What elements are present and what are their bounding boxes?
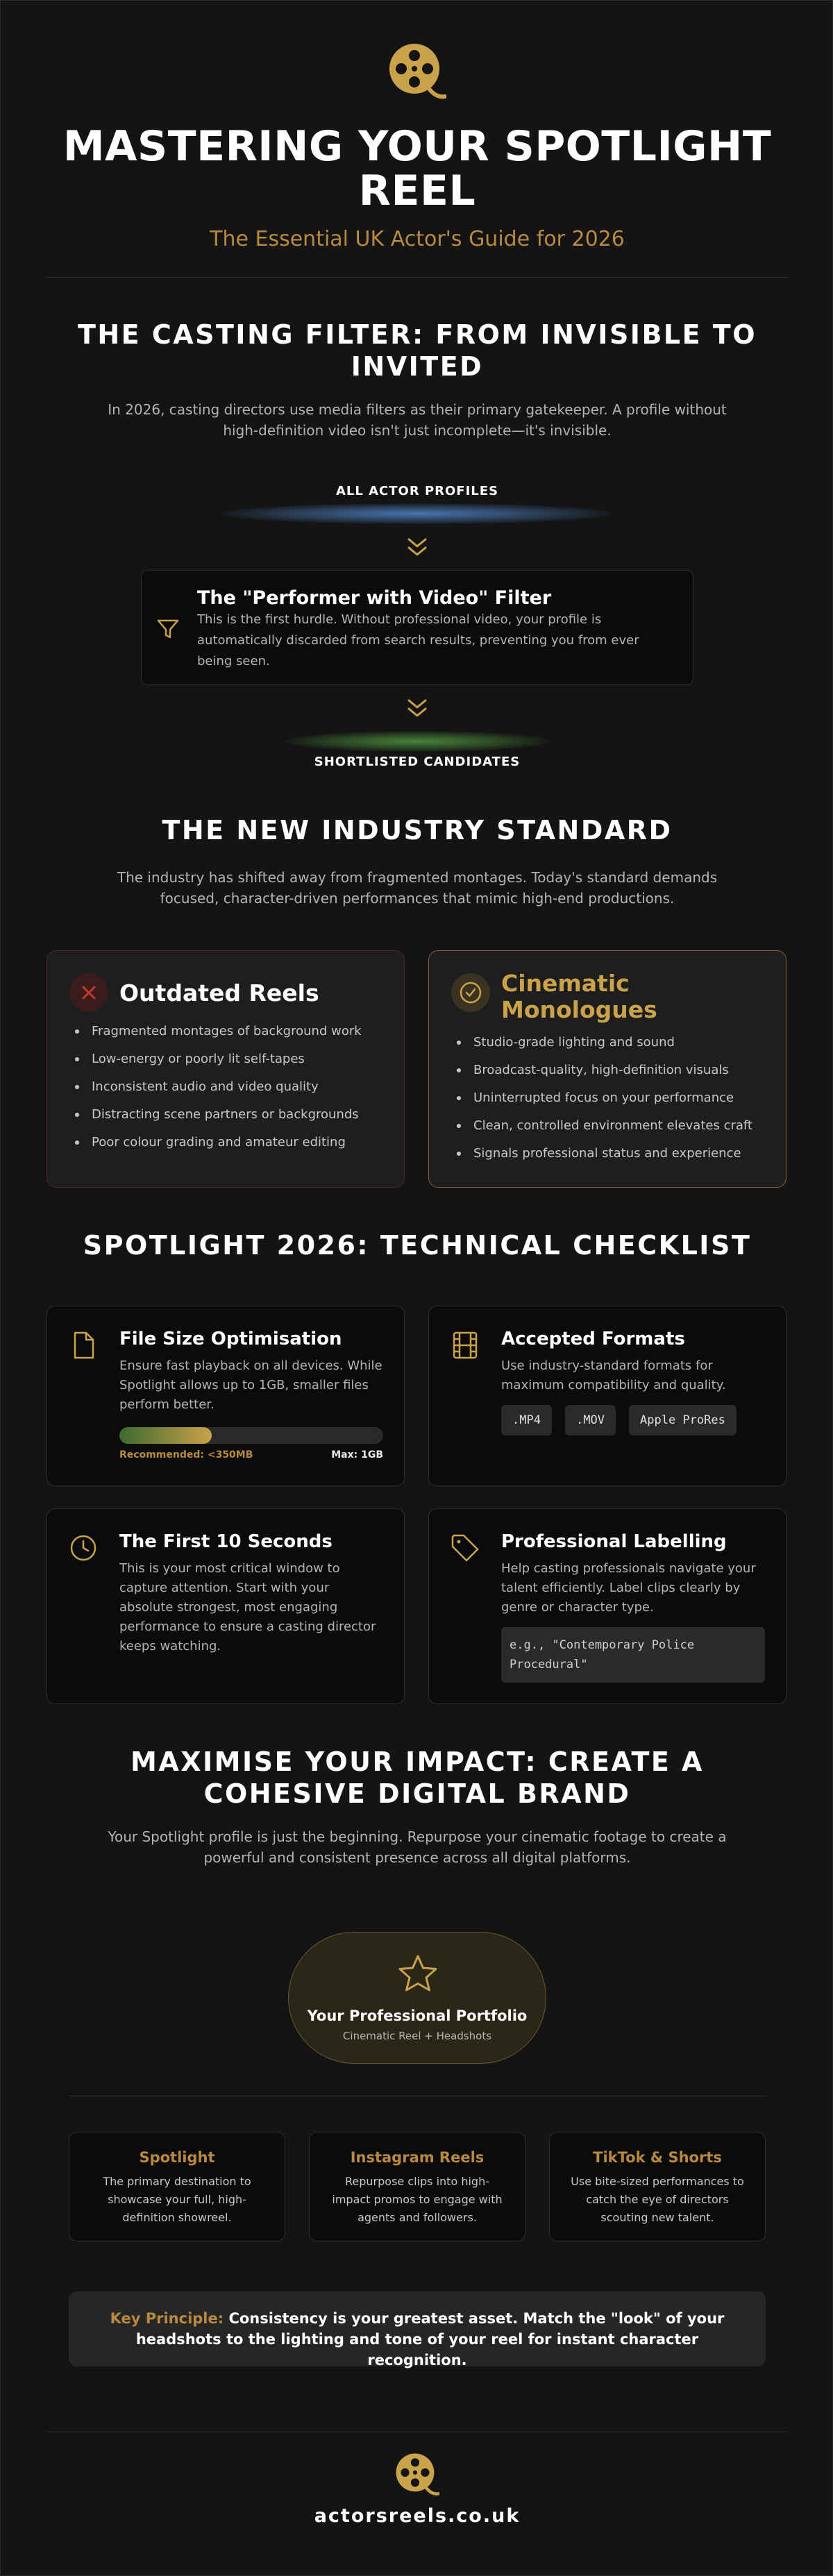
cinematic-monologues-title bbox=[501, 970, 657, 1023]
industry-standard-description: The industry has shifted away from fragmented montages. Today's standard demands focused, character-driven performances that mimic high-end productions. bbox=[117, 869, 718, 907]
first-seconds-title: The First 10 Seconds bbox=[119, 1531, 333, 1552]
film-reel-icon bbox=[388, 42, 446, 101]
key-principle-label: Key Principle: bbox=[110, 2310, 224, 2327]
brand-description: Your Spotlight profile is just the beginning. Repurpose your cinematic footage to create a powerful and consistent presence across all digital platforms. bbox=[108, 1828, 727, 1866]
checklist-title: SPOTLIGHT 2026: TECHNICAL CHECKLIST bbox=[83, 1230, 752, 1261]
list-item: Broadcast-quality, high-definition visuals bbox=[454, 1062, 752, 1090]
first-seconds-card bbox=[47, 1508, 405, 1704]
title-line: Monologues bbox=[501, 996, 657, 1023]
list-item: Distracting scene partners or backgrounds bbox=[72, 1106, 362, 1134]
labelling-text: Help casting professionals navigate your talent efficiently. Label clips clearly by genre or character type. bbox=[501, 1561, 756, 1615]
platform-text: Use bite-sized performances to catch the eye of directors scouting new talent. bbox=[571, 2175, 744, 2224]
file-icon bbox=[68, 1330, 99, 1361]
list-item: Fragmented montages of background work bbox=[72, 1023, 362, 1051]
cinematic-monologues-list bbox=[454, 1034, 752, 1173]
brand-title: MAXIMISE YOUR IMPACT: CREATE A COHESIVE DIGITAL BRAND bbox=[131, 1746, 704, 1809]
footer-website: actorsreels.co.uk bbox=[314, 2505, 521, 2527]
outdated-reels-title: Outdated Reels bbox=[119, 979, 319, 1007]
all-profiles-bar bbox=[223, 503, 612, 524]
shortlisted-bar bbox=[285, 731, 549, 752]
labelling-title: Professional Labelling bbox=[501, 1531, 727, 1552]
page-title: MASTERING YOUR SPOTLIGHT REEL bbox=[62, 122, 772, 215]
funnel-bottom-label: SHORTLISTED CANDIDATES bbox=[314, 755, 521, 769]
film-reel-icon bbox=[395, 2452, 439, 2497]
funnel-top-label: ALL ACTOR PROFILES bbox=[335, 484, 499, 498]
key-principle-box bbox=[69, 2291, 766, 2366]
file-size-progress-fill bbox=[119, 1427, 212, 1444]
format-chip: .MOV bbox=[565, 1405, 616, 1436]
close-icon bbox=[69, 973, 108, 1012]
star-icon bbox=[397, 1953, 439, 1995]
list-item: Inconsistent audio and video quality bbox=[72, 1079, 362, 1106]
format-chip: Apple ProRes bbox=[629, 1405, 737, 1436]
file-size-progress bbox=[119, 1427, 383, 1444]
max-label: Max: 1GB bbox=[331, 1449, 383, 1460]
formats-title: Accepted Formats bbox=[501, 1329, 685, 1349]
platform-title: Spotlight bbox=[139, 2149, 215, 2166]
filter-title: The "Performer with Video" Filter bbox=[197, 587, 552, 609]
platform-title: TikTok & Shorts bbox=[593, 2149, 722, 2166]
list-item: Signals professional status and experience bbox=[454, 1145, 752, 1173]
divider bbox=[47, 277, 788, 278]
platform-card-tiktok bbox=[549, 2132, 766, 2241]
platform-card-spotlight bbox=[69, 2132, 285, 2241]
filter-icon bbox=[155, 616, 180, 641]
portfolio-title: Your Professional Portfolio bbox=[307, 2007, 528, 2024]
list-item: Low-energy or poorly lit self-tapes bbox=[72, 1051, 362, 1079]
first-seconds-text: This is your most critical window to capture attention. Start with your absolute strongest, most engaging performance to ensure a casting director keeps watching. bbox=[119, 1561, 376, 1653]
labelling-card bbox=[428, 1508, 786, 1704]
list-item: Clean, controlled environment elevates craft bbox=[454, 1118, 752, 1145]
chevron-down-icon bbox=[405, 696, 430, 721]
clock-icon bbox=[68, 1533, 99, 1563]
format-chip: .MP4 bbox=[501, 1405, 552, 1436]
list-item: Studio-grade lighting and sound bbox=[454, 1034, 752, 1062]
portfolio-subtitle: Cinematic Reel + Headshots bbox=[342, 2030, 492, 2042]
list-item: Uninterrupted focus on your performance bbox=[454, 1090, 752, 1118]
cinematic-monologues-card bbox=[428, 950, 786, 1188]
platform-text: The primary destination to showcase your full, high-definition showreel. bbox=[103, 2175, 251, 2224]
chevron-down-icon bbox=[405, 535, 430, 560]
platform-card-instagram bbox=[309, 2132, 525, 2241]
recommended-label: Recommended: <350MB bbox=[119, 1449, 253, 1460]
film-strip-icon bbox=[450, 1330, 480, 1361]
file-size-card bbox=[47, 1306, 405, 1486]
title-line: Cinematic bbox=[501, 970, 630, 997]
tag-icon bbox=[450, 1533, 480, 1563]
video-filter-box bbox=[141, 570, 693, 685]
file-size-title: File Size Optimisation bbox=[119, 1329, 342, 1349]
filter-text: This is the first hurdle. Without professional video, your profile is automatically discarded from search results, preventing you from ever being seen. bbox=[197, 612, 639, 668]
page-subtitle: The Essential UK Actor's Guide for 2026 bbox=[210, 227, 625, 251]
portfolio-badge bbox=[288, 1932, 546, 2064]
outdated-reels-card bbox=[47, 950, 405, 1188]
file-size-text: Ensure fast playback on all devices. While Spotlight allows up to 1GB, smaller files perform better. bbox=[119, 1358, 382, 1412]
list-item: Poor colour grading and amateur editing bbox=[72, 1134, 362, 1162]
key-principle-text: Consistency is your greatest asset. Match the "look" of your headshots to the lighting and tone of your reel for instant character recognition. bbox=[135, 2310, 725, 2368]
industry-standard-title: THE NEW INDUSTRY STANDARD bbox=[162, 815, 673, 845]
formats-card bbox=[428, 1306, 786, 1486]
outdated-reels-list bbox=[72, 1023, 362, 1162]
formats-text: Use industry-standard formats for maximum compatibility and quality. bbox=[501, 1358, 726, 1392]
platform-text: Repurpose clips into high-impact promos to engage with agents and followers. bbox=[332, 2175, 503, 2224]
casting-filter-title: THE CASTING FILTER: FROM INVISIBLE TO INVITED bbox=[77, 319, 757, 382]
platform-title: Instagram Reels bbox=[350, 2149, 485, 2166]
check-circle-icon bbox=[451, 973, 490, 1012]
casting-filter-description: In 2026, casting directors use media filters as their primary gatekeeper. A profile without high-definition video isn't just incomplete—it's invisible. bbox=[108, 401, 727, 439]
label-example: e.g., "Contemporary Police Procedural" bbox=[501, 1627, 765, 1683]
